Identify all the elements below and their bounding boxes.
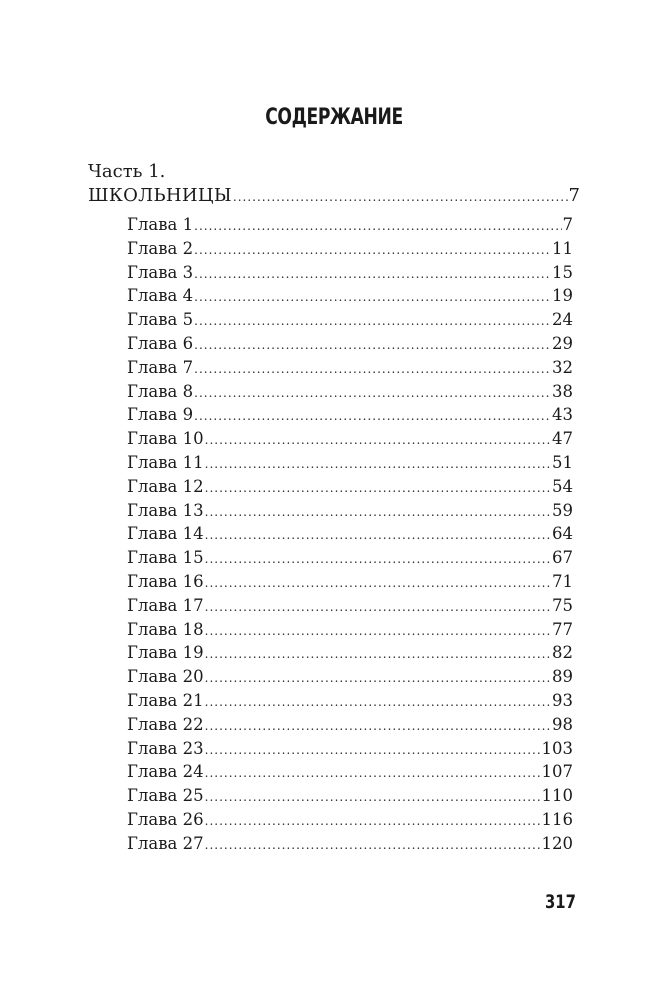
- toc-chapter-entry[interactable]: [127, 427, 573, 451]
- chapter-label: Глава 17: [127, 595, 204, 615]
- dot-leader: [205, 715, 551, 739]
- toc-chapter-entry[interactable]: [127, 689, 573, 713]
- chapter-page-number: 120: [541, 833, 573, 853]
- dot-leader: [205, 810, 541, 834]
- chapter-label: Глава 16: [127, 571, 204, 591]
- chapter-page-number: 59: [552, 500, 573, 520]
- chapter-label: Глава 24: [127, 762, 204, 782]
- chapter-label: Глава 7: [127, 357, 194, 377]
- dot-leader: [194, 382, 551, 406]
- chapter-page-number: 15: [552, 262, 573, 282]
- toc-chapter-entry[interactable]: [127, 308, 573, 332]
- dot-leader: [205, 429, 551, 453]
- chapter-label: Глава 9: [127, 405, 194, 425]
- chapter-label: Глава 25: [127, 786, 204, 806]
- dot-leader: [194, 334, 551, 358]
- dot-leader: [233, 185, 568, 209]
- dot-leader: [205, 596, 551, 620]
- chapter-label: Глава 22: [127, 714, 204, 734]
- dot-leader: [194, 286, 551, 310]
- chapter-page-number: 93: [552, 690, 573, 710]
- toc-chapter-entry[interactable]: [127, 356, 573, 380]
- toc-chapter-entry[interactable]: [127, 618, 573, 642]
- chapter-page-number: 107: [541, 762, 573, 782]
- dot-leader: [194, 358, 551, 382]
- toc-chapter-entry[interactable]: [127, 403, 573, 427]
- dot-leader: [205, 691, 551, 715]
- toc-chapter-entry[interactable]: [127, 284, 573, 308]
- chapter-label: Глава 8: [127, 381, 194, 401]
- chapter-label: Глава 21: [127, 690, 204, 710]
- chapter-page-number: 103: [541, 738, 573, 758]
- chapter-label: Глава 5: [127, 310, 194, 330]
- toc-chapter-entry[interactable]: [127, 665, 573, 689]
- toc-chapter-entry[interactable]: [127, 641, 573, 665]
- toc-chapter-entry[interactable]: [127, 213, 573, 237]
- dot-leader: [205, 786, 541, 810]
- chapter-page-number: 110: [541, 786, 573, 806]
- toc-chapter-entry[interactable]: [127, 475, 573, 499]
- chapter-label: Глава 15: [127, 548, 204, 568]
- toc-chapter-entry[interactable]: [127, 570, 573, 594]
- chapter-label: Глава 10: [127, 429, 204, 449]
- page-number: 317: [545, 891, 576, 913]
- dot-leader: [205, 643, 551, 667]
- toc-chapter-entry[interactable]: [127, 760, 573, 784]
- chapter-page-number: 54: [552, 476, 573, 496]
- chapter-label: Глава 19: [127, 643, 204, 663]
- dot-leader: [194, 215, 561, 239]
- chapter-page-number: 38: [552, 381, 573, 401]
- toc-chapter-entry[interactable]: [127, 832, 573, 856]
- chapter-label: Глава 14: [127, 524, 204, 544]
- chapter-label: Глава 3: [127, 262, 194, 282]
- toc-chapter-entry[interactable]: [127, 380, 573, 404]
- dot-leader: [205, 620, 551, 644]
- dot-leader: [205, 524, 551, 548]
- dot-leader: [205, 762, 541, 786]
- chapter-label: Глава 23: [127, 738, 204, 758]
- toc-chapter-entry[interactable]: [127, 808, 573, 832]
- chapter-page-number: 43: [552, 405, 573, 425]
- chapter-page-number: 7: [562, 215, 573, 234]
- chapter-page-number: 77: [552, 619, 573, 639]
- chapter-page-number: 64: [552, 524, 573, 544]
- toc-part-entry[interactable]: [88, 184, 580, 208]
- toc-chapter-entry[interactable]: [127, 237, 573, 261]
- chapter-page-number: 32: [552, 357, 573, 377]
- chapter-label: Глава 13: [127, 500, 204, 520]
- chapter-page-number: 116: [541, 809, 573, 829]
- chapter-list: [127, 213, 573, 856]
- chapter-label: Глава 1: [127, 215, 194, 234]
- page-title: СОДЕРЖАНИЕ: [265, 105, 403, 130]
- toc-chapter-entry[interactable]: [127, 522, 573, 546]
- dot-leader: [205, 477, 551, 501]
- dot-leader: [205, 501, 551, 525]
- dot-leader: [205, 834, 541, 858]
- chapter-page-number: 47: [552, 429, 573, 449]
- chapter-page-number: 67: [552, 548, 573, 568]
- toc-chapter-entry[interactable]: [127, 594, 573, 618]
- chapter-label: Глава 20: [127, 667, 204, 687]
- chapter-page-number: 71: [552, 571, 573, 591]
- chapter-label: Глава 18: [127, 619, 204, 639]
- chapter-page-number: 11: [552, 238, 573, 258]
- chapter-label: Глава 27: [127, 833, 204, 853]
- toc-chapter-entry[interactable]: [127, 451, 573, 475]
- chapter-page-number: 98: [552, 714, 573, 734]
- dot-leader: [205, 739, 541, 763]
- chapter-page-number: 82: [552, 643, 573, 663]
- part-page-number: 7: [568, 185, 580, 206]
- chapter-label: Глава 11: [127, 452, 204, 472]
- dot-leader: [194, 310, 551, 334]
- part-label: Часть 1.: [88, 161, 166, 182]
- chapter-label: Глава 2: [127, 238, 194, 258]
- dot-leader: [205, 453, 551, 477]
- chapter-page-number: 29: [552, 333, 573, 353]
- part-title: ШКОЛЬНИЦЫ: [88, 185, 232, 206]
- dot-leader: [194, 239, 551, 263]
- chapter-page-number: 89: [552, 667, 573, 687]
- chapter-label: Глава 12: [127, 476, 204, 496]
- toc-chapter-entry[interactable]: [127, 737, 573, 761]
- chapter-label: Глава 26: [127, 809, 204, 829]
- dot-leader: [205, 572, 551, 596]
- chapter-label: Глава 6: [127, 333, 194, 353]
- toc-chapter-entry[interactable]: [127, 261, 573, 285]
- toc-chapter-entry[interactable]: [127, 546, 573, 570]
- dot-leader: [194, 405, 551, 429]
- chapter-page-number: 24: [552, 310, 573, 330]
- chapter-page-number: 51: [552, 452, 573, 472]
- toc-chapter-entry[interactable]: [127, 784, 573, 808]
- toc-chapter-entry[interactable]: [127, 713, 573, 737]
- chapter-page-number: 75: [552, 595, 573, 615]
- dot-leader: [194, 263, 551, 287]
- dot-leader: [205, 667, 551, 691]
- dot-leader: [205, 548, 551, 572]
- chapter-label: Глава 4: [127, 286, 194, 306]
- chapter-page-number: 19: [552, 286, 573, 306]
- toc-chapter-entry[interactable]: [127, 499, 573, 523]
- toc-chapter-entry[interactable]: [127, 332, 573, 356]
